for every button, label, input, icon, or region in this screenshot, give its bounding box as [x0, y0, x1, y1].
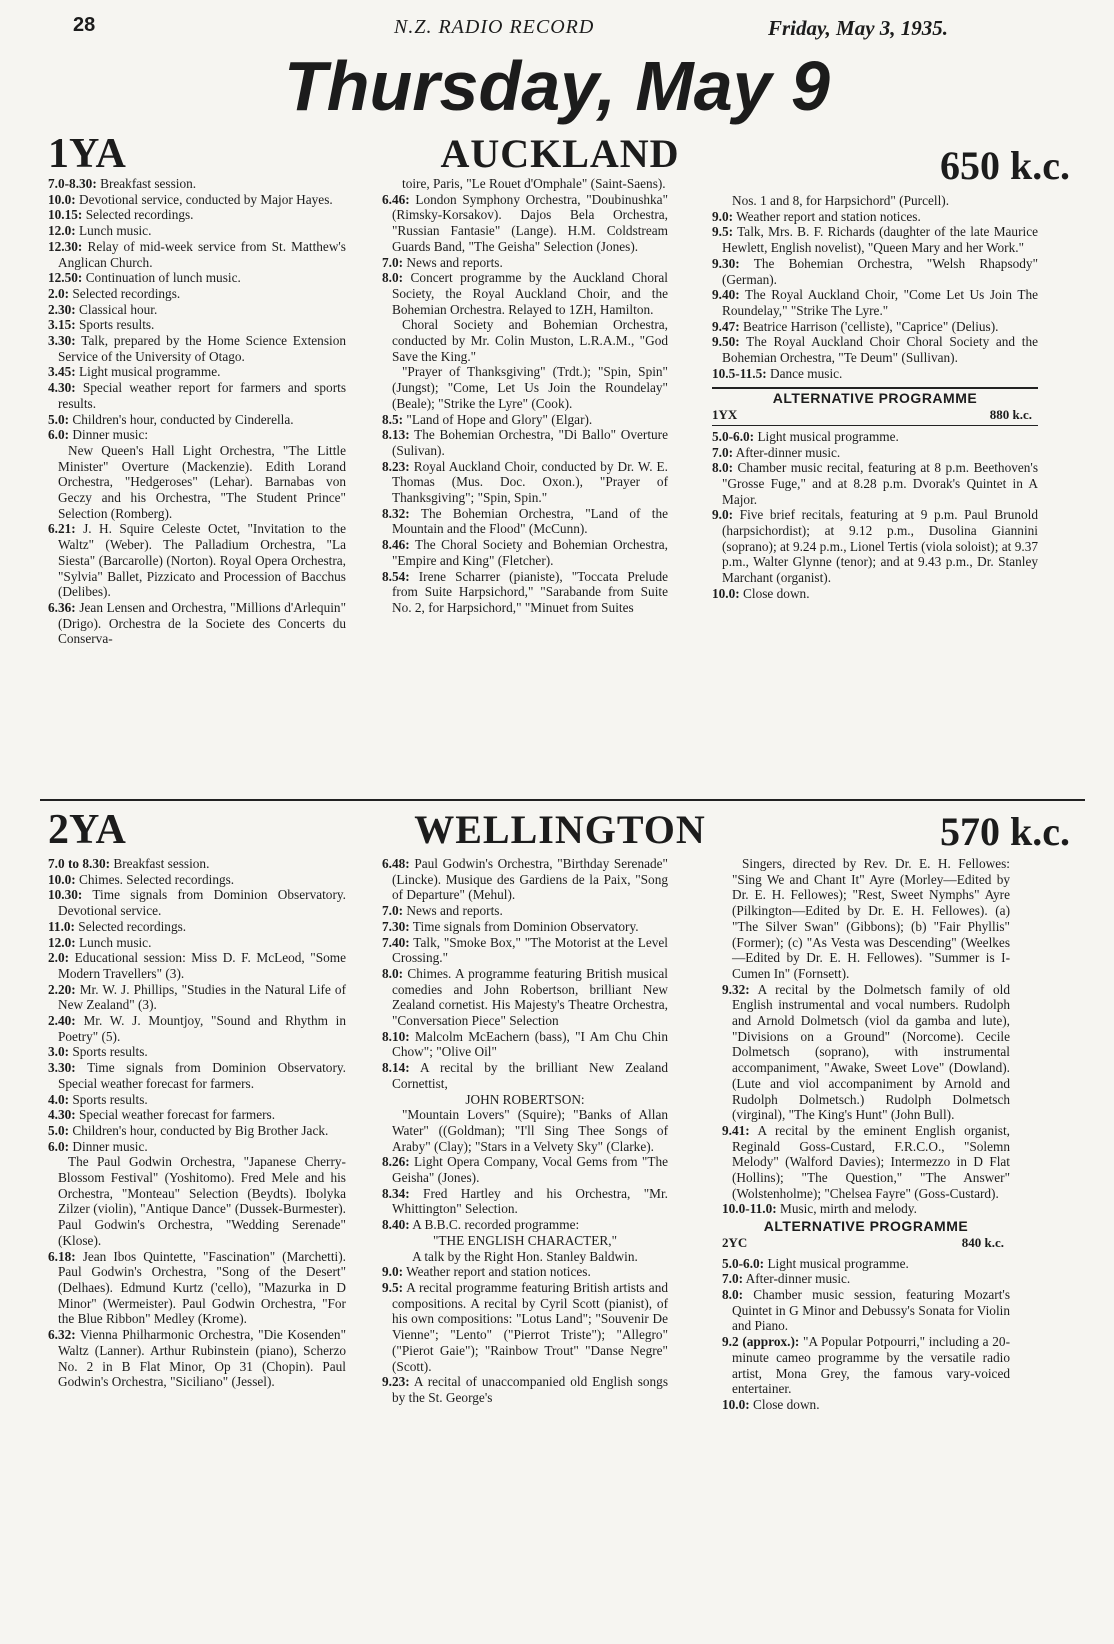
- entry-description: Weather report and station notices.: [736, 208, 921, 224]
- programme-entry: [48, 239, 346, 270]
- programme-entry: [382, 1264, 668, 1280]
- entry-description: Lunch music.: [79, 934, 152, 950]
- entry-description: News and reports.: [406, 903, 503, 919]
- entry-time: 5.0:: [48, 411, 70, 427]
- entry-time: 5.0:: [48, 1122, 70, 1138]
- entry-time: 8.0:: [382, 270, 404, 286]
- programme-entry: [48, 192, 346, 208]
- auckland-alt-frequency: 880 k.c.: [989, 407, 1032, 423]
- entry-time: 11.0:: [48, 918, 75, 934]
- programme-entry: [48, 412, 346, 428]
- programme-entry: [722, 1334, 1010, 1397]
- programme-entry: [722, 1271, 1010, 1287]
- entry-time: 8.0:: [712, 460, 734, 476]
- entry-time: 7.0:: [382, 903, 404, 919]
- entry-time: 7.0:: [722, 1271, 744, 1287]
- auckland-city: AUCKLAND: [440, 131, 680, 176]
- programme-entry: [722, 1123, 1010, 1202]
- entry-time: 8.23:: [382, 458, 410, 474]
- entry-description: Dinner music.: [72, 1138, 148, 1154]
- entry-time: 9.0:: [712, 208, 734, 224]
- entry-description: Jean Lensen and Orchestra, "Millions d'Arlequin" (Drigo). Orchestra de la Societe des Concerts du Conserva-: [58, 599, 346, 647]
- wellington-alt-title: ALTERNATIVE PROGRAMME: [763, 1218, 969, 1235]
- entry-time: 8.14:: [382, 1060, 410, 1076]
- programme-entry: [382, 966, 668, 1029]
- programme-entry: [48, 286, 346, 302]
- entry-time: 10.15:: [48, 207, 83, 223]
- programme-entry: [382, 1107, 668, 1154]
- entry-description: "Land of Hope and Glory" (Elgar).: [406, 411, 593, 427]
- entry-time: 2.20:: [48, 981, 76, 997]
- entry-time: 9.23:: [382, 1374, 410, 1390]
- programme-entry: [712, 224, 1038, 255]
- programme-entry: [48, 950, 346, 981]
- wellington-alternative-list: [722, 1256, 1010, 1413]
- programme-entry: [48, 1013, 346, 1044]
- entry-time: 7.0:: [712, 444, 734, 460]
- programme-entry: [48, 935, 346, 951]
- entry-description: Time signals from Dominion Observatory. Special weather forecast for farmers.: [58, 1060, 346, 1091]
- auckland-column-1: [48, 176, 346, 647]
- programme-entry: [48, 380, 346, 411]
- entry-description: A recital by the eminent English organist, Reginald Goss-Custard, F.R.C.O., "Solemn Melody" (Walford Davies); Intermezzo in D Flat (Hollins); "The Question," "The Answer" (Wolstenholme); "Chelsea Fayre" (Goss-Custard).: [732, 1122, 1010, 1201]
- entry-description: Continuation of lunch music.: [85, 270, 241, 286]
- entry-description: Close down.: [743, 585, 810, 601]
- entry-description: Weather report and station notices.: [406, 1264, 591, 1280]
- programme-entry: [382, 1217, 668, 1233]
- entry-description: News and reports.: [406, 254, 503, 270]
- entry-time: 8.10:: [382, 1028, 410, 1044]
- entry-time: 8.46:: [382, 537, 410, 553]
- auckland-station-code: 1YA: [48, 131, 126, 177]
- wellington-city: WELLINGTON: [414, 807, 706, 852]
- entry-time: 10.5-11.5:: [712, 365, 767, 381]
- programme-entry: [48, 176, 346, 192]
- entry-description: Mr. W. J. Mountjoy, "Sound and Rhythm in Poetry" (5).: [58, 1013, 347, 1044]
- wellington-column-1: [48, 856, 346, 1390]
- entry-time: 8.34:: [382, 1185, 410, 1201]
- entry-time: 10.0:: [722, 1396, 750, 1412]
- entry-description: Light musical programme.: [767, 1255, 909, 1271]
- auckland-column-3: [712, 193, 1038, 602]
- entry-time: 7.0:: [382, 254, 404, 270]
- entry-time: 10.30:: [48, 887, 83, 903]
- programme-entry: [722, 1256, 1010, 1272]
- wellington-section-header: [40, 806, 1080, 852]
- publication-name: N.Z. RADIO RECORD: [394, 16, 595, 38]
- entry-time: 4.30:: [48, 380, 76, 396]
- entry-description: Lunch music.: [79, 223, 152, 239]
- entry-time: 2.0:: [48, 285, 70, 301]
- entry-description: Nos. 1 and 8, for Harpsichord" (Purcell).: [732, 193, 950, 208]
- auckland-alt-station: [712, 407, 1038, 426]
- auckland-alt-title: ALTERNATIVE PROGRAMME: [772, 390, 978, 407]
- programme-entry: [722, 1287, 1010, 1334]
- entry-description: Sports results.: [79, 317, 155, 333]
- programme-entry: [722, 1201, 1010, 1217]
- entry-time: 6.36:: [48, 599, 76, 615]
- programme-entry: [382, 364, 668, 411]
- centered-line: "THE ENGLISH CHARACTER,": [432, 1232, 618, 1248]
- entry-description: "A Popular Potpourri," including a 20-minute cameo programme by the versatile radio artist, Mona Grey, the famous vary-voiced entertainer.: [732, 1334, 1011, 1397]
- entry-description: J. H. Squire Celeste Octet, "Invitation to the Waltz" (Weber). The Palladium Orchestra, "La Siesta" (Barcarolle) (Norton). Royal Opera Orchestra, "Sylvia" Ballet, Pizzicato and Procession of Bacchus (Delibes).: [58, 521, 346, 600]
- entry-time: 12.30:: [48, 238, 83, 254]
- entry-description: Devotional service, conducted by Major Hayes.: [79, 191, 333, 207]
- wellington-alternative-box: [722, 1219, 1010, 1252]
- entry-time: 12.0:: [48, 934, 76, 950]
- auckland-frequency: 650 k.c.: [940, 143, 1070, 188]
- auckland-alternative-box: [712, 387, 1038, 425]
- entry-description: New Queen's Hall Light Orchestra, "The Little Minister" Overture (Mackenzie). Edith Lorand Orchestra, "Hedgeroses" (Lehar). Barnabas von Geczy and his Orchestra, "The Student Prince" Selection (Romberg).: [58, 442, 346, 521]
- entry-time: 9.50:: [712, 334, 740, 350]
- entry-description: Beatrice Harrison ('celliste), "Caprice" (Delius).: [743, 318, 999, 334]
- entry-description: Breakfast session.: [113, 856, 210, 871]
- entry-description: Chimes. A programme featuring British musical comedies and John Robertson, brilliant New Zealand cornetist. His Majesty's Theatre Orchestra, "Conversation Piece" Selection: [392, 965, 669, 1029]
- programme-entry: [382, 569, 668, 616]
- entry-description: Vienna Philharmonic Orchestra, "Die Kosenden" Waltz (Lanner). Arthur Rubinstein (piano), Scherzo No. 2 in B Flat Minor, Op 31 (Chopin). Paul Godwin's Orchestra, "Siciliano" (Jessel).: [58, 1327, 346, 1390]
- entry-time: 10.0:: [712, 585, 740, 601]
- programme-entry: [712, 586, 1038, 602]
- programme-entry: [48, 427, 346, 443]
- entry-time: 6.18:: [48, 1248, 76, 1264]
- entry-description: Talk, Mrs. B. F. Richards (daughter of the late Maurice Hewlett, English novelist), "Queen Mary and her Work.": [722, 224, 1038, 256]
- entry-time: 8.0:: [382, 965, 404, 981]
- entry-description: Chamber music session, featuring Mozart's Quintet in G Minor and Debussy's Sonata for Violin and Piano.: [732, 1286, 1010, 1334]
- wellington-column-2: [382, 856, 668, 1406]
- entry-time: 9.40:: [712, 287, 740, 303]
- entry-description: Royal Auckland Choir, conducted by Dr. W. E. Thomas (Mus. Doc. Oxon.), "Prayer of Thanksgiving"; "Spin, Spin.": [392, 458, 668, 506]
- entry-time: 3.15:: [48, 317, 76, 333]
- programme-entry: [722, 982, 1010, 1123]
- programme-entry: [48, 364, 346, 380]
- entry-description: Relay of mid-week service from St. Matthew's Anglican Church.: [58, 238, 346, 270]
- entry-time: 9.2 (approx.):: [722, 1334, 800, 1350]
- entry-description: A recital programme featuring British artists and compositions. A recital by Cyril Scott (pianist), of his own compositions: "Lotus Land"; "Souvenir De Vienne"; "Lento" ("Pierrot Triste"); "Allegro" ("Pierot Gaie"); "Rainbow Trout" "Danse Negre" (Scott).: [392, 1279, 669, 1374]
- programme-entry: [48, 1154, 346, 1248]
- programme-entry: [48, 600, 346, 647]
- entry-description: Breakfast session.: [100, 176, 197, 191]
- entry-description: Children's hour, conducted by Cinderella.: [72, 411, 294, 427]
- entry-time: 3.45:: [48, 364, 76, 380]
- programme-entry: [382, 459, 668, 506]
- programme-entry: [382, 856, 668, 903]
- entry-description: Fred Hartley and his Orchestra, "Mr. Whittington" Selection.: [392, 1185, 668, 1217]
- programme-entry: [712, 334, 1038, 365]
- programme-entry: [48, 1044, 346, 1060]
- entry-description: Choral Society and Bohemian Orchestra, conducted by Mr. Colin Muston, L.R.A.M., "God Save the King.": [392, 317, 668, 364]
- entry-time: 7.0 to 8.30:: [48, 856, 111, 871]
- entry-description: London Symphony Orchestra, "Doubinushka" (Rimsky-Korsakov). Dajos Bela Orchestra, "Russian Fantasie" (Lange). H.M. Coldstream Guards Band, "The Geisha" Selection (Jones).: [392, 191, 668, 254]
- entry-description: "Mountain Lovers" (Squire); "Banks of Allan Water" ((Goldman); "I'll Sing Thee Songs of Araby" (Clay); "Stars in a Velvety Sky" (Clarke).: [392, 1107, 668, 1154]
- entry-description: The Choral Society and Bohemian Orchestra, "Empire and King" (Fletcher).: [392, 537, 668, 568]
- programme-entry: [382, 1154, 668, 1185]
- wellington-alt-code: 2YC: [722, 1234, 748, 1250]
- programme-entry: [48, 207, 346, 223]
- programme-entry: [48, 1092, 346, 1108]
- programme-entry: [712, 319, 1038, 335]
- programme-entry: [48, 1060, 346, 1091]
- entry-time: 7.30:: [382, 918, 410, 934]
- entry-time: 8.40:: [382, 1217, 410, 1233]
- entry-time: 4.0:: [48, 1091, 70, 1107]
- entry-time: 4.30:: [48, 1107, 76, 1123]
- programme-entry: [48, 1107, 346, 1123]
- entry-description: Talk, "Smoke Box," "The Motorist at the Level Crossing.": [392, 934, 668, 966]
- entry-time: 3.0:: [48, 1044, 70, 1060]
- entry-description: Classical hour.: [79, 301, 158, 317]
- centered-line: JOHN ROBERTSON:: [465, 1091, 585, 1107]
- entry-time: 5.0-6.0:: [722, 1255, 765, 1271]
- wellington-column-3-main: [722, 856, 1010, 1217]
- entry-time: 12.0:: [48, 223, 76, 239]
- programme-entry: [382, 903, 668, 919]
- entry-description: The Bohemian Orchestra, "Di Ballo" Overture (Sulivan).: [392, 427, 669, 458]
- entry-description: Chimes. Selected recordings.: [79, 871, 235, 887]
- entry-description: Talk, prepared by the Home Science Extension Service of the University of Otago.: [58, 333, 346, 364]
- programme-entry: [48, 223, 346, 239]
- entry-time: 6.0:: [48, 1138, 70, 1154]
- programme-entry: [48, 333, 346, 364]
- entry-description: Light Opera Company, Vocal Gems from "The Geisha" (Jones).: [392, 1154, 668, 1186]
- entry-description: Chamber music recital, featuring at 8 p.m. Beethoven's "Grosse Fuge," and at 8.28 p.m. Dvorak's Quintet in A Major.: [722, 460, 1038, 507]
- entry-description: A recital by the brilliant New Zealand Cornettist,: [392, 1060, 668, 1091]
- entry-description: A B.B.C. recorded programme:: [412, 1217, 580, 1233]
- entry-time: 6.32:: [48, 1327, 76, 1343]
- programme-entry: [48, 1139, 346, 1155]
- programme-entry: [722, 856, 1010, 982]
- section-divider: [40, 799, 1085, 801]
- entry-description: Singers, directed by Rev. Dr. E. H. Fellowes: "Sing We and Chant It" Ayre (Morley—Edited by Dr. E. H. Fellowes); "Rest, Sweet Nymphs" Ayre (Pilkington—Edited by Dr. E. H. Fellowes). (a) "The Silver Swan" (Gibbons); (b) "Fair Phyllis" (Former); (c) "As Vesta was Descending" (Weelkes—Edited by Dr. E. H. Fellowes). "Summer is I-Cumen In" (Fornsett).: [732, 856, 1010, 981]
- page-header: [0, 14, 1114, 44]
- programme-entry: [48, 887, 346, 918]
- programme-entry: [48, 443, 346, 522]
- programme-entry: [382, 1060, 668, 1091]
- entry-description: The Bohemian Orchestra, "Land of the Mountain and the Flood" (McCunn).: [392, 505, 668, 537]
- entry-description: Educational session: Miss D. F. McLeod, "Some Modern Travellers" (3).: [58, 950, 346, 981]
- entry-description: Light musical programme.: [79, 364, 221, 380]
- programme-entry: [712, 507, 1038, 586]
- entry-description: Music, mirth and melody.: [780, 1201, 917, 1217]
- entry-description: toire, Paris, "Le Rouet d'Omphale" (Saint-Saens).: [402, 176, 666, 191]
- wellington-frequency: 570 k.c.: [940, 809, 1070, 854]
- programme-entry: [382, 255, 668, 271]
- programme-entry: [712, 193, 1038, 209]
- programme-entry: [382, 176, 668, 192]
- entry-time: 3.30:: [48, 333, 76, 349]
- entry-time: 8.26:: [382, 1154, 410, 1170]
- entry-description: Paul Godwin's Orchestra, "Birthday Serenade" (Lincke). Musique des Gardiens de la Paix, "Song of Departure" (Mehul).: [392, 856, 668, 903]
- programme-entry: [382, 1186, 668, 1217]
- entry-description: Special weather report for farmers and sports results.: [58, 380, 346, 411]
- entry-time: 6.48:: [382, 856, 410, 871]
- programme-entry: [48, 1249, 346, 1328]
- entry-time: 3.30:: [48, 1060, 76, 1076]
- entry-description: After-dinner music.: [745, 1271, 851, 1287]
- entry-time: 5.0-6.0:: [712, 428, 755, 444]
- entry-description: Irene Scharrer (pianiste), "Toccata Prelude from Suite Harpsichord," "Sarabande from Suite No. 2, for Harpsichord," "Minuet from Suites: [392, 568, 668, 615]
- programme-entry: [712, 445, 1038, 461]
- entry-description: A recital by the Dolmetsch family of old English instrumental and vocal numbers. Rudolph and Arnold Dolmetsch (viol da gamba and lute), "Divisions on a Ground" (Norcome). Cecile Dolmetsch (soprano), with instrumental accompaniment, "Awake, Sweet Love" (Dowland). (Lute and viol accompaniment by Arnold and Rudolph Dolmetsch.) Rudolph Dolmetsch (virginal), "The King's Hunt" (John Bull).: [732, 981, 1010, 1123]
- entry-time: 6.0:: [48, 427, 70, 443]
- entry-description: Malcolm McEachern (bass), "I Am Chu Chin Chow"; "Olive Oil": [392, 1028, 668, 1060]
- auckland-column-2: [382, 176, 668, 616]
- entry-description: The Royal Auckland Choir Choral Society and the Bohemian Orchestra, "Te Deum" (Sullivan).: [722, 334, 1038, 366]
- programme-entry: [712, 209, 1038, 225]
- programme-entry: [712, 460, 1038, 507]
- entry-description: Time signals from Dominion Observatory. Devotional service.: [58, 887, 346, 919]
- entry-description: Sports results.: [72, 1044, 148, 1060]
- entry-time: 7.40:: [382, 934, 410, 950]
- auckland-alternative-list: [712, 429, 1038, 602]
- programme-entry: [712, 429, 1038, 445]
- programme-entry: [48, 982, 346, 1013]
- programme-entry: [382, 1280, 668, 1374]
- wellington-alt-station: [722, 1235, 1010, 1253]
- entry-description: Dance music.: [770, 365, 843, 381]
- programme-entry: [382, 919, 668, 935]
- programme-entry: [48, 521, 346, 600]
- entry-time: 10.0:: [48, 191, 76, 207]
- programme-entry: [382, 1374, 668, 1405]
- issue-date: Friday, May 3, 1935.: [768, 16, 949, 40]
- programme-entry: [382, 506, 668, 537]
- programme-entry: [712, 366, 1038, 382]
- programme-entry: [722, 1397, 1010, 1413]
- programme-entry: [48, 919, 346, 935]
- wellington-alt-frequency: 840 k.c.: [961, 1234, 1004, 1250]
- entry-description: Mr. W. J. Phillips, "Studies in the Natural Life of New Zealand" (3).: [58, 981, 346, 1013]
- entry-description: The Paul Godwin Orchestra, "Japanese Cherry-Blossom Festival" (Yoshitomo). Fred Mele and his Orchestra, "Monteau" Selection (Beydts). Ibolyka Zilzer (violin), "Antique Dance" (Dussek-Burmester). Paul Godwin's Orchestra, "Wedding Serenade" (Klose).: [58, 1154, 346, 1248]
- entry-time: 8.32:: [382, 505, 410, 521]
- programme-entry: [382, 537, 668, 568]
- entry-description: "Prayer of Thanksgiving" (Trdt.); "Spin, Spin" (Jungst); "Come, Let Us Join the Roundelay" (Beale); "Strike the Lyre" (Cook).: [392, 364, 668, 411]
- entry-description: Five brief recitals, featuring at 9 p.m. Paul Brunold (harpsichordist); at 9.12 p.m., Dusolina Giannini (soprano); at 9.24 p.m., Lionel Tertis (viola soloist); at 9.37 p.m., Walter Glynne (tenor); and at 9.43 p.m., Dr. Stanley Marchant (organist).: [722, 507, 1039, 586]
- entry-time: 9.0:: [382, 1264, 404, 1280]
- entry-time: 7.0-8.30:: [48, 176, 97, 191]
- entry-time: 9.32:: [722, 981, 750, 997]
- entry-description: Close down.: [753, 1396, 820, 1412]
- entry-description: Special weather forecast for farmers.: [79, 1107, 276, 1123]
- entry-description: Selected recordings.: [85, 207, 194, 223]
- entry-description: Jean Ibos Quintette, "Fascination" (Marchetti). Paul Godwin's Orchestra, "Song of the Desert" (Delhaes). Edmund Kurtz ('cello), "Mazurka in D Minor" (Wermeister). Paul Godwin Orchestra, "For the Blue Ribbon" Medley (Krome).: [58, 1248, 347, 1327]
- entry-description: Children's hour, conducted by Big Brother Jack.: [72, 1122, 329, 1138]
- programme-entry: [48, 1123, 346, 1139]
- programme-entry: [712, 287, 1038, 318]
- entry-time: 9.47:: [712, 318, 740, 334]
- auckland-column-3-main: [712, 193, 1038, 381]
- entry-time: 6.21:: [48, 521, 76, 537]
- programme-entry: [48, 270, 346, 286]
- entry-time: 10.0:: [48, 871, 76, 887]
- programme-entry: [382, 427, 668, 458]
- programme-entry: [382, 1029, 668, 1060]
- entry-description: Concert programme by the Auckland Choral Society, the Royal Auckland Choir, and the Bohemian Orchestra. Relayed to 1ZH, Hamilton.: [392, 270, 668, 317]
- entry-time: 9.0:: [712, 507, 734, 523]
- programme-entry: [382, 317, 668, 364]
- programme-entry: [48, 302, 346, 318]
- entry-time: 12.50:: [48, 270, 83, 286]
- entry-time: 8.0:: [722, 1286, 744, 1302]
- entry-description: The Royal Auckland Choir, "Come Let Us Join The Roundelay," "Strike The Lyre.": [722, 287, 1038, 318]
- entry-description: After-dinner music.: [735, 444, 841, 460]
- programme-entry: [48, 856, 346, 872]
- wellington-station-code: 2YA: [48, 807, 126, 853]
- entry-time: 2.0:: [48, 950, 70, 966]
- wellington-column-3: [722, 856, 1010, 1413]
- entry-time: 9.5:: [712, 224, 734, 240]
- programme-entry: [382, 192, 668, 255]
- programme-entry: [712, 256, 1038, 287]
- entry-time: 10.0-11.0:: [722, 1201, 777, 1217]
- programme-entry: [382, 270, 668, 317]
- entry-time: 8.54:: [382, 568, 410, 584]
- programme-entry: [48, 317, 346, 333]
- programme-entry: [382, 412, 668, 428]
- entry-time: 9.41:: [722, 1122, 750, 1138]
- programme-entry: [48, 872, 346, 888]
- entry-description: Dinner music:: [72, 427, 149, 443]
- page-number: 28: [73, 14, 96, 36]
- entry-description: Selected recordings.: [72, 285, 181, 301]
- entry-description: Light musical programme.: [757, 428, 899, 444]
- centered-line: A talk by the Right Hon. Stanley Baldwin.: [412, 1248, 638, 1264]
- entry-description: The Bohemian Orchestra, "Welsh Rhapsody" (German).: [722, 255, 1038, 287]
- programme-entry: [382, 935, 668, 966]
- entry-time: 8.13:: [382, 427, 410, 443]
- entry-time: 8.5:: [382, 411, 404, 427]
- entry-description: A recital of unaccompanied old English songs by the St. George's: [392, 1374, 668, 1405]
- day-title: Thursday, May 9: [284, 47, 830, 125]
- auckland-alt-code: 1YX: [712, 407, 738, 423]
- entry-time: 9.5:: [382, 1279, 404, 1295]
- entry-description: Selected recordings.: [78, 918, 187, 934]
- entry-time: 6.46:: [382, 191, 410, 207]
- programme-entry: [48, 1327, 346, 1390]
- entry-description: Time signals from Dominion Observatory.: [412, 918, 639, 934]
- entry-time: 9.30:: [712, 255, 740, 271]
- entry-description: Sports results.: [72, 1091, 148, 1107]
- entry-time: 2.30:: [48, 301, 76, 317]
- entry-time: 2.40:: [48, 1013, 76, 1029]
